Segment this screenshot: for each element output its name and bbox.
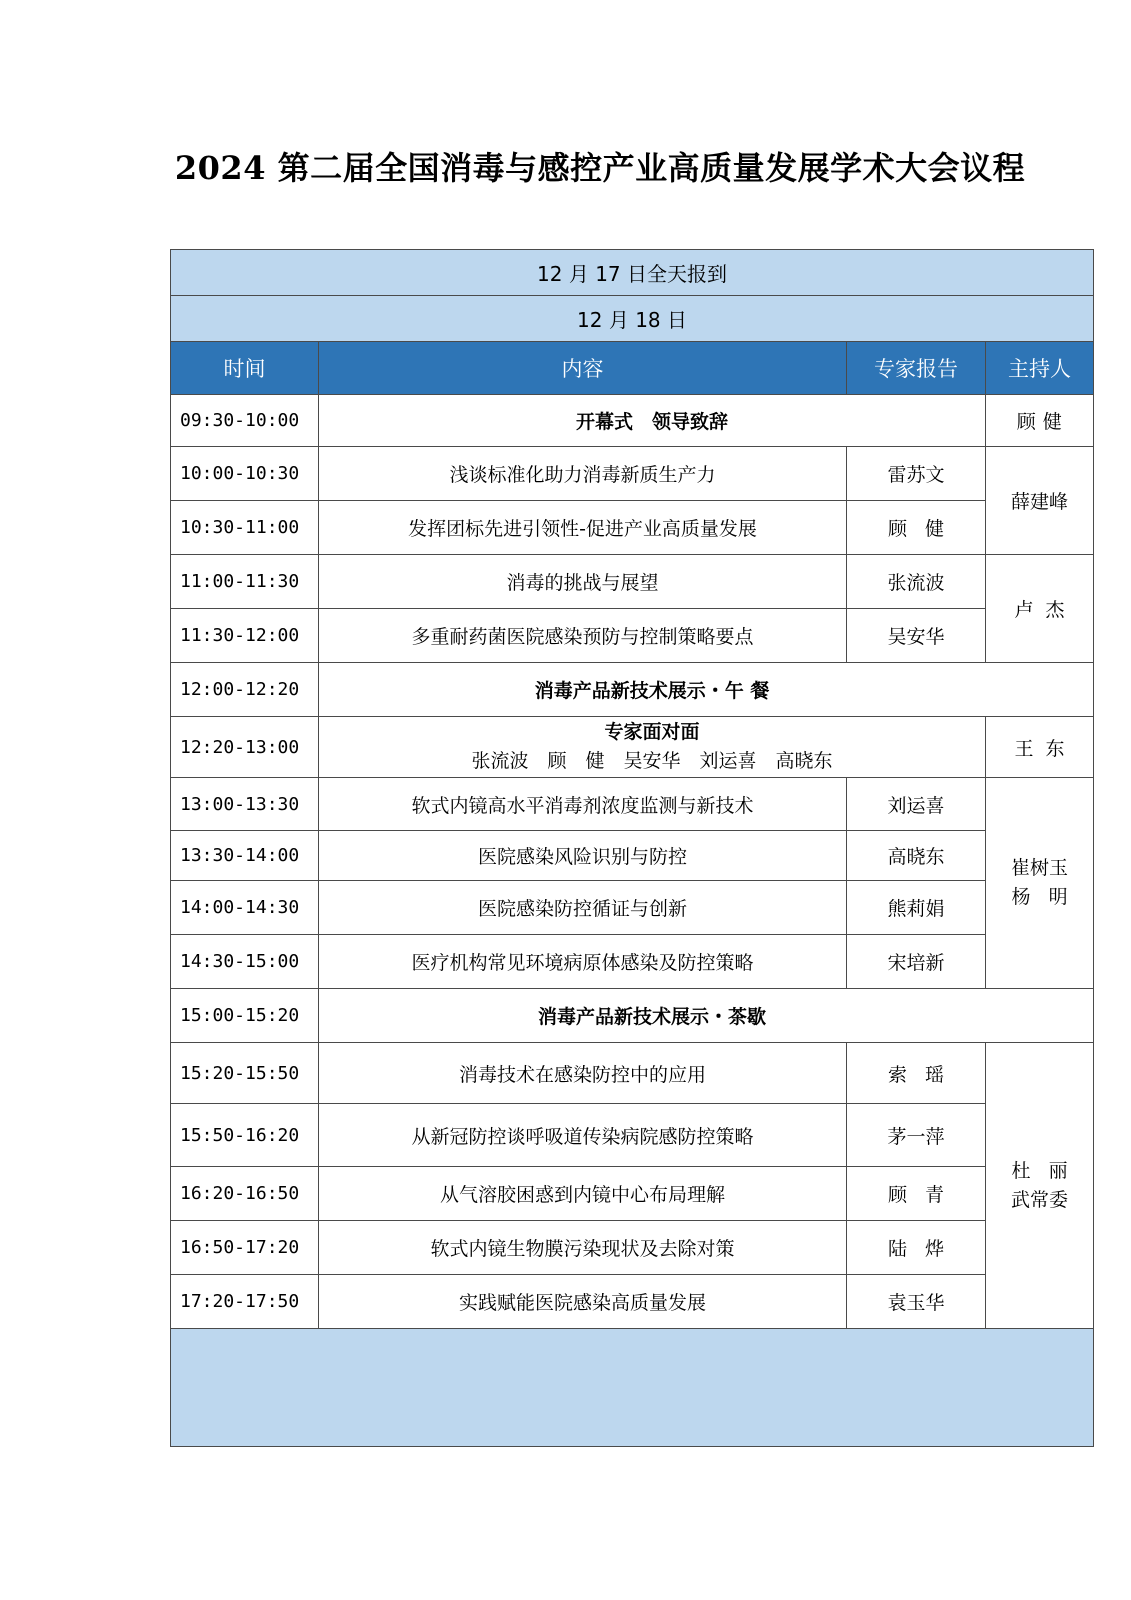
content-cell: 发挥团标先进引领性-促进产业高质量发展: [319, 501, 847, 555]
table-row: [171, 1043, 1094, 1104]
host-cell: 薛建峰: [986, 447, 1094, 555]
time-cell: 10:30-11:00: [171, 501, 319, 555]
table-row: [171, 609, 1094, 663]
table-row: [171, 1104, 1094, 1167]
header-expert: 专家报告: [847, 342, 986, 395]
expert-cell: 顾 青: [847, 1167, 986, 1221]
time-cell: 13:00-13:30: [171, 778, 319, 831]
expert-cell: 高晓东: [847, 831, 986, 881]
expert-cell: 雷苏文: [847, 447, 986, 501]
expert-cell: 熊莉娟: [847, 881, 986, 935]
time-cell: 12:00-12:20: [171, 663, 319, 717]
time-cell: 15:50-16:20: [171, 1104, 319, 1167]
expert-cell: 索 瑶: [847, 1043, 986, 1104]
expert-cell: 张流波: [847, 555, 986, 609]
time-cell: 15:20-15:50: [171, 1043, 319, 1104]
host-cell: [986, 1043, 1094, 1329]
time-cell: 12:20-13:00: [171, 717, 319, 778]
header-host: 主持人: [986, 342, 1094, 395]
expert-cell: 吴安华: [847, 609, 986, 663]
time-cell: 09:30-10:00: [171, 395, 319, 447]
time-cell: 16:20-16:50: [171, 1167, 319, 1221]
table-row: [171, 447, 1094, 501]
content-cell: 开幕式 领导致辞: [319, 395, 986, 447]
content-cell: 多重耐药菌医院感染预防与控制策略要点: [319, 609, 847, 663]
table-row: [171, 395, 1094, 447]
time-cell: 11:00-11:30: [171, 555, 319, 609]
content-cell: 从气溶胶困惑到内镜中心布局理解: [319, 1167, 847, 1221]
time-cell: 15:00-15:20: [171, 989, 319, 1043]
host-cell: 卢 杰: [986, 555, 1094, 663]
table-row: [171, 935, 1094, 989]
host-cell: 王 东: [986, 717, 1094, 778]
agenda-table: [170, 249, 1094, 1447]
footer-band-cell: [171, 1329, 1094, 1447]
content-cell: 医院感染风险识别与防控: [319, 831, 847, 881]
host-name: 杨 明: [1011, 886, 1068, 908]
expert-cell: 陆 烨: [847, 1221, 986, 1275]
content-cell: [319, 717, 986, 778]
host-name: 杜 丽: [1011, 1159, 1068, 1182]
table-row: [171, 717, 1094, 778]
content-cell: 医疗机构常见环境病原体感染及防控策略: [319, 935, 847, 989]
table-row: [171, 778, 1094, 831]
expert-cell: 顾 健: [847, 501, 986, 555]
time-cell: 11:30-12:00: [171, 609, 319, 663]
table-row: [171, 663, 1094, 717]
expert-cell: 茅一萍: [847, 1104, 986, 1167]
table-row: [171, 1275, 1094, 1329]
content-cell: 医院感染防控循证与创新: [319, 881, 847, 935]
registration-day: 12 月 17 日全天报到: [171, 250, 1094, 296]
content-cell: 消毒产品新技术展示・午 餐: [319, 663, 1094, 717]
content-cell: 从新冠防控谈呼吸道传染病院感防控策略: [319, 1104, 847, 1167]
time-cell: 14:30-15:00: [171, 935, 319, 989]
expert-cell: 袁玉华: [847, 1275, 986, 1329]
table-row: [171, 501, 1094, 555]
time-cell: 14:00-14:30: [171, 881, 319, 935]
content-cell: 软式内镜生物膜污染现状及去除对策: [319, 1221, 847, 1275]
footer-band: [171, 1329, 1094, 1447]
table-row: [171, 831, 1094, 881]
expert-cell: 宋培新: [847, 935, 986, 989]
time-cell: 16:50-17:20: [171, 1221, 319, 1275]
header-row: [171, 342, 1094, 395]
table-row: [171, 1221, 1094, 1275]
host-cell: 顾 健: [986, 395, 1094, 447]
content-cell: 软式内镜高水平消毒剂浓度监测与新技术: [319, 778, 847, 831]
content-cell: 消毒的挑战与展望: [319, 555, 847, 609]
agenda-date: 12 月 18 日: [171, 296, 1094, 342]
content-cell: 消毒技术在感染防控中的应用: [319, 1043, 847, 1104]
content-cell: 浅谈标准化助力消毒新质生产力: [319, 447, 847, 501]
time-cell: 10:00-10:30: [171, 447, 319, 501]
host-name: 武常委: [1011, 1188, 1069, 1211]
table-row: [171, 989, 1094, 1043]
host-name: 崔树玉: [1011, 857, 1069, 879]
header-content: 内容: [319, 342, 847, 395]
table-row: [171, 1167, 1094, 1221]
panel-experts: 张流波 顾 健 吴安华 刘运喜 高晓东: [471, 750, 833, 772]
host-cell: [986, 778, 1094, 989]
content-cell: 消毒产品新技术展示・茶歇: [319, 989, 1094, 1043]
date-row: [171, 296, 1094, 342]
header-time: 时间: [171, 342, 319, 395]
table-row: [171, 555, 1094, 609]
time-cell: 13:30-14:00: [171, 831, 319, 881]
page-title: 2024 第二届全国消毒与感控产业高质量发展学术大会议程: [174, 149, 1026, 187]
content-cell: 实践赋能医院感染高质量发展: [319, 1275, 847, 1329]
time-cell: 17:20-17:50: [171, 1275, 319, 1329]
content-title: 专家面对面: [604, 721, 700, 743]
registration-row: [171, 250, 1094, 296]
expert-cell: 刘运喜: [847, 778, 986, 831]
table-row: [171, 881, 1094, 935]
